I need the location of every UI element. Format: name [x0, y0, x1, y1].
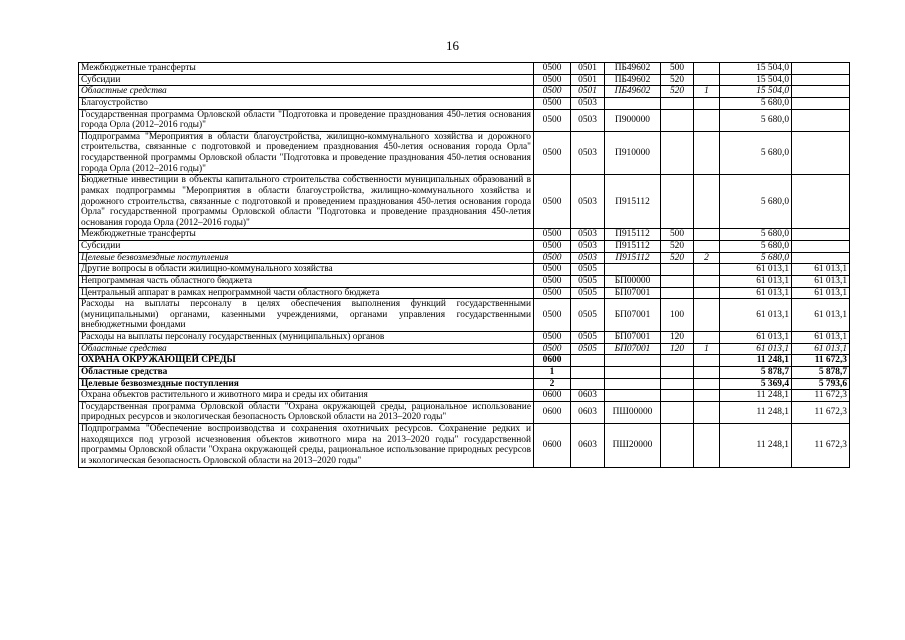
- target-article-cell: [605, 97, 661, 109]
- table-row: [79, 287, 850, 299]
- subsection-code-cell: 0505: [571, 264, 605, 276]
- amount-year2-cell: 5 878,7: [792, 366, 850, 378]
- row-name-cell: Благоустройство: [79, 97, 534, 109]
- table-row: [79, 378, 850, 390]
- section-code-cell: 0500: [534, 131, 571, 175]
- funding-source-cell: [694, 175, 720, 229]
- amount-year1-cell: 5 878,7: [720, 366, 792, 378]
- funding-source-cell: [694, 264, 720, 276]
- section-code-cell: 0500: [534, 299, 571, 332]
- subsection-code-cell: 0505: [571, 299, 605, 332]
- subsection-code-cell: [571, 355, 605, 367]
- expense-type-cell: [661, 378, 694, 390]
- target-article-cell: ПБ49602: [605, 63, 661, 75]
- funding-source-cell: [694, 390, 720, 402]
- amount-year1-cell: 61 013,1: [720, 343, 792, 355]
- row-name-cell: Подпрограмма "Мероприятия в области благоустройства, жилищно-коммунального хозяйства и дорожного строительства, связанные с подготовкой и проведением празднования 450-летия основания города Орла" государственной программы Орловской области "Подготовка и проведение празднования 450-летия основания города Орла (2012–2016 годы)": [79, 131, 534, 175]
- row-name-cell: Расходы на выплаты персоналу в целях обеспечения выполнения функций государственными (муниципальными) органами, казенными учреждениями, органами управления государственными внебюджетными фондами: [79, 299, 534, 332]
- amount-year1-cell: 11 248,1: [720, 355, 792, 367]
- row-name-cell: Подпрограмма "Обеспечение воспроизводства и сохранения охотничьих ресурсов. Сохранение редких и находящихся под угрозой исчезновения объектов животного мира на 2013–2020 годы" государственной программы Орловской области "Охрана окружающей среды, рациональное использование природных ресурсов и экологическая безопасность Орловской области на 2013–2020 годы": [79, 424, 534, 468]
- section-code-cell: 0600: [534, 401, 571, 423]
- amount-year1-cell: 5 369,4: [720, 378, 792, 390]
- expense-type-cell: 120: [661, 332, 694, 344]
- table-row: [79, 229, 850, 241]
- subsection-code-cell: 0501: [571, 63, 605, 75]
- expense-type-cell: [661, 175, 694, 229]
- expense-type-cell: [661, 390, 694, 402]
- row-name-cell: Охрана объектов растительного и животного мира и среды их обитания: [79, 390, 534, 402]
- subsection-code-cell: 0503: [571, 252, 605, 264]
- funding-source-cell: [694, 229, 720, 241]
- amount-year2-cell: 61 013,1: [792, 332, 850, 344]
- amount-year2-cell: [792, 175, 850, 229]
- row-name-cell: Субсидии: [79, 241, 534, 253]
- subsection-code-cell: 0501: [571, 86, 605, 98]
- expense-type-cell: [661, 131, 694, 175]
- section-code-cell: 0500: [534, 343, 571, 355]
- section-code-cell: 2: [534, 378, 571, 390]
- target-article-cell: П910000: [605, 131, 661, 175]
- amount-year1-cell: 11 248,1: [720, 424, 792, 468]
- expense-type-cell: 120: [661, 343, 694, 355]
- expense-type-cell: [661, 109, 694, 131]
- section-code-cell: 0500: [534, 86, 571, 98]
- amount-year2-cell: [792, 97, 850, 109]
- table-row: [79, 390, 850, 402]
- budget-table: [78, 62, 850, 468]
- amount-year2-cell: [792, 74, 850, 86]
- amount-year2-cell: [792, 241, 850, 253]
- row-name-cell: Областные средства: [79, 86, 534, 98]
- amount-year2-cell: [792, 86, 850, 98]
- row-name-cell: Государственная программа Орловской области "Охрана окружающей среды, рациональное использование природных ресурсов и экологическая безопасность Орловской области на 2013–2020 годы": [79, 401, 534, 423]
- amount-year2-cell: 11 672,3: [792, 390, 850, 402]
- amount-year2-cell: [792, 229, 850, 241]
- table-row: [79, 332, 850, 344]
- target-article-cell: БП07001: [605, 299, 661, 332]
- expense-type-cell: [661, 275, 694, 287]
- target-article-cell: БП00000: [605, 275, 661, 287]
- table-row: [79, 241, 850, 253]
- budget-table-body: [79, 63, 850, 468]
- funding-source-cell: 1: [694, 343, 720, 355]
- table-row: [79, 63, 850, 75]
- target-article-cell: П915112: [605, 241, 661, 253]
- subsection-code-cell: 0503: [571, 131, 605, 175]
- target-article-cell: ПБ49602: [605, 86, 661, 98]
- target-article-cell: [605, 355, 661, 367]
- subsection-code-cell: 0503: [571, 97, 605, 109]
- page-number: 16: [446, 38, 459, 53]
- section-code-cell: 0500: [534, 287, 571, 299]
- section-code-cell: 0600: [534, 390, 571, 402]
- subsection-code-cell: 0603: [571, 424, 605, 468]
- section-code-cell: 0500: [534, 175, 571, 229]
- amount-year1-cell: 5 680,0: [720, 252, 792, 264]
- target-article-cell: ПШ00000: [605, 401, 661, 423]
- expense-type-cell: [661, 287, 694, 299]
- amount-year2-cell: 11 672,3: [792, 355, 850, 367]
- section-code-cell: 0500: [534, 97, 571, 109]
- row-name-cell: Межбюджетные трансферты: [79, 63, 534, 75]
- row-name-cell: Центральный аппарат в рамках непрограммной части областного бюджета: [79, 287, 534, 299]
- row-name-cell: Непрограммная часть областного бюджета: [79, 275, 534, 287]
- section-code-cell: 0500: [534, 241, 571, 253]
- amount-year2-cell: [792, 131, 850, 175]
- table-row: [79, 424, 850, 468]
- amount-year1-cell: 15 504,0: [720, 63, 792, 75]
- target-article-cell: БП07001: [605, 343, 661, 355]
- amount-year2-cell: 11 672,3: [792, 401, 850, 423]
- funding-source-cell: [694, 355, 720, 367]
- target-article-cell: БП07001: [605, 332, 661, 344]
- amount-year2-cell: 61 013,1: [792, 264, 850, 276]
- funding-source-cell: [694, 109, 720, 131]
- amount-year1-cell: 5 680,0: [720, 229, 792, 241]
- row-name-cell: Межбюджетные трансферты: [79, 229, 534, 241]
- amount-year2-cell: 11 672,3: [792, 424, 850, 468]
- table-row: [79, 252, 850, 264]
- table-row: [79, 86, 850, 98]
- subsection-code-cell: 0505: [571, 287, 605, 299]
- funding-source-cell: [694, 287, 720, 299]
- funding-source-cell: [694, 332, 720, 344]
- amount-year1-cell: 11 248,1: [720, 390, 792, 402]
- table-row: [79, 355, 850, 367]
- target-article-cell: [605, 264, 661, 276]
- subsection-code-cell: 0603: [571, 401, 605, 423]
- section-code-cell: 0500: [534, 63, 571, 75]
- row-name-cell: Целевые безвозмездные поступления: [79, 378, 534, 390]
- section-code-cell: 0500: [534, 275, 571, 287]
- target-article-cell: [605, 390, 661, 402]
- subsection-code-cell: 0503: [571, 175, 605, 229]
- target-article-cell: П915112: [605, 252, 661, 264]
- expense-type-cell: 520: [661, 74, 694, 86]
- amount-year1-cell: 11 248,1: [720, 401, 792, 423]
- expense-type-cell: 520: [661, 252, 694, 264]
- section-code-cell: 0600: [534, 355, 571, 367]
- funding-source-cell: [694, 63, 720, 75]
- table-row: [79, 264, 850, 276]
- expense-type-cell: 100: [661, 299, 694, 332]
- amount-year1-cell: 61 013,1: [720, 287, 792, 299]
- amount-year2-cell: 61 013,1: [792, 299, 850, 332]
- amount-year1-cell: 61 013,1: [720, 332, 792, 344]
- table-row: [79, 109, 850, 131]
- subsection-code-cell: 0603: [571, 390, 605, 402]
- expense-type-cell: [661, 424, 694, 468]
- row-name-cell: Расходы на выплаты персоналу государственных (муниципальных) органов: [79, 332, 534, 344]
- subsection-code-cell: [571, 366, 605, 378]
- target-article-cell: ПБ49602: [605, 74, 661, 86]
- row-name-cell: Государственная программа Орловской области "Подготовка и проведение празднования 450-летия основания города Орла (2012–2016 годы)": [79, 109, 534, 131]
- amount-year2-cell: [792, 63, 850, 75]
- row-name-cell: Субсидии: [79, 74, 534, 86]
- funding-source-cell: [694, 97, 720, 109]
- section-code-cell: 0500: [534, 252, 571, 264]
- expense-type-cell: [661, 355, 694, 367]
- amount-year1-cell: 5 680,0: [720, 131, 792, 175]
- subsection-code-cell: 0505: [571, 343, 605, 355]
- row-name-cell: Целевые безвозмездные поступления: [79, 252, 534, 264]
- amount-year2-cell: 61 013,1: [792, 275, 850, 287]
- section-code-cell: 1: [534, 366, 571, 378]
- funding-source-cell: [694, 378, 720, 390]
- subsection-code-cell: 0503: [571, 241, 605, 253]
- expense-type-cell: [661, 264, 694, 276]
- table-row: [79, 343, 850, 355]
- table-row: [79, 97, 850, 109]
- funding-source-cell: [694, 131, 720, 175]
- table-row: [79, 74, 850, 86]
- expense-type-cell: 520: [661, 86, 694, 98]
- table-row: [79, 131, 850, 175]
- funding-source-cell: [694, 401, 720, 423]
- row-name-cell: Областные средства: [79, 366, 534, 378]
- table-row: [79, 175, 850, 229]
- section-code-cell: 0500: [534, 74, 571, 86]
- funding-source-cell: 2: [694, 252, 720, 264]
- expense-type-cell: [661, 97, 694, 109]
- target-article-cell: БП07001: [605, 287, 661, 299]
- row-name-cell: ОХРАНА ОКРУЖАЮЩЕЙ СРЕДЫ: [79, 355, 534, 367]
- amount-year1-cell: 61 013,1: [720, 264, 792, 276]
- expense-type-cell: 500: [661, 63, 694, 75]
- section-code-cell: 0500: [534, 229, 571, 241]
- table-row: [79, 275, 850, 287]
- subsection-code-cell: 0505: [571, 332, 605, 344]
- amount-year2-cell: 5 793,6: [792, 378, 850, 390]
- expense-type-cell: [661, 366, 694, 378]
- row-name-cell: Бюджетные инвестиции в объекты капитального строительства собственности муниципальных образований в рамках подпрограммы "Мероприятия в области благоустройства, жилищно-коммунального хозяйства и дорожного строительства, связанные с подготовкой и проведением празднования 450-летия основания города Орла" государственной программы Орловской области "Подготовка и проведение празднования 450-летия основания города Орла (2012–2016 годы)": [79, 175, 534, 229]
- amount-year1-cell: 61 013,1: [720, 299, 792, 332]
- amount-year1-cell: 15 504,0: [720, 74, 792, 86]
- funding-source-cell: [694, 424, 720, 468]
- amount-year2-cell: [792, 109, 850, 131]
- funding-source-cell: [694, 299, 720, 332]
- funding-source-cell: [694, 241, 720, 253]
- amount-year2-cell: 61 013,1: [792, 287, 850, 299]
- target-article-cell: П900000: [605, 109, 661, 131]
- target-article-cell: ПШ20000: [605, 424, 661, 468]
- section-code-cell: 0500: [534, 109, 571, 131]
- row-name-cell: Другие вопросы в области жилищно-коммунального хозяйства: [79, 264, 534, 276]
- amount-year1-cell: 5 680,0: [720, 175, 792, 229]
- section-code-cell: 0500: [534, 332, 571, 344]
- target-article-cell: [605, 378, 661, 390]
- subsection-code-cell: [571, 378, 605, 390]
- funding-source-cell: [694, 275, 720, 287]
- subsection-code-cell: 0505: [571, 275, 605, 287]
- table-row: [79, 366, 850, 378]
- amount-year2-cell: 61 013,1: [792, 343, 850, 355]
- amount-year1-cell: 5 680,0: [720, 97, 792, 109]
- expense-type-cell: 500: [661, 229, 694, 241]
- expense-type-cell: 520: [661, 241, 694, 253]
- section-code-cell: 0600: [534, 424, 571, 468]
- target-article-cell: П915112: [605, 229, 661, 241]
- table-row: [79, 299, 850, 332]
- amount-year1-cell: 61 013,1: [720, 275, 792, 287]
- target-article-cell: П915112: [605, 175, 661, 229]
- target-article-cell: [605, 366, 661, 378]
- table-row: [79, 401, 850, 423]
- amount-year1-cell: 15 504,0: [720, 86, 792, 98]
- subsection-code-cell: 0503: [571, 109, 605, 131]
- funding-source-cell: [694, 74, 720, 86]
- row-name-cell: Областные средства: [79, 343, 534, 355]
- amount-year1-cell: 5 680,0: [720, 241, 792, 253]
- section-code-cell: 0500: [534, 264, 571, 276]
- funding-source-cell: [694, 366, 720, 378]
- subsection-code-cell: 0501: [571, 74, 605, 86]
- amount-year2-cell: [792, 252, 850, 264]
- amount-year1-cell: 5 680,0: [720, 109, 792, 131]
- subsection-code-cell: 0503: [571, 229, 605, 241]
- expense-type-cell: [661, 401, 694, 423]
- funding-source-cell: 1: [694, 86, 720, 98]
